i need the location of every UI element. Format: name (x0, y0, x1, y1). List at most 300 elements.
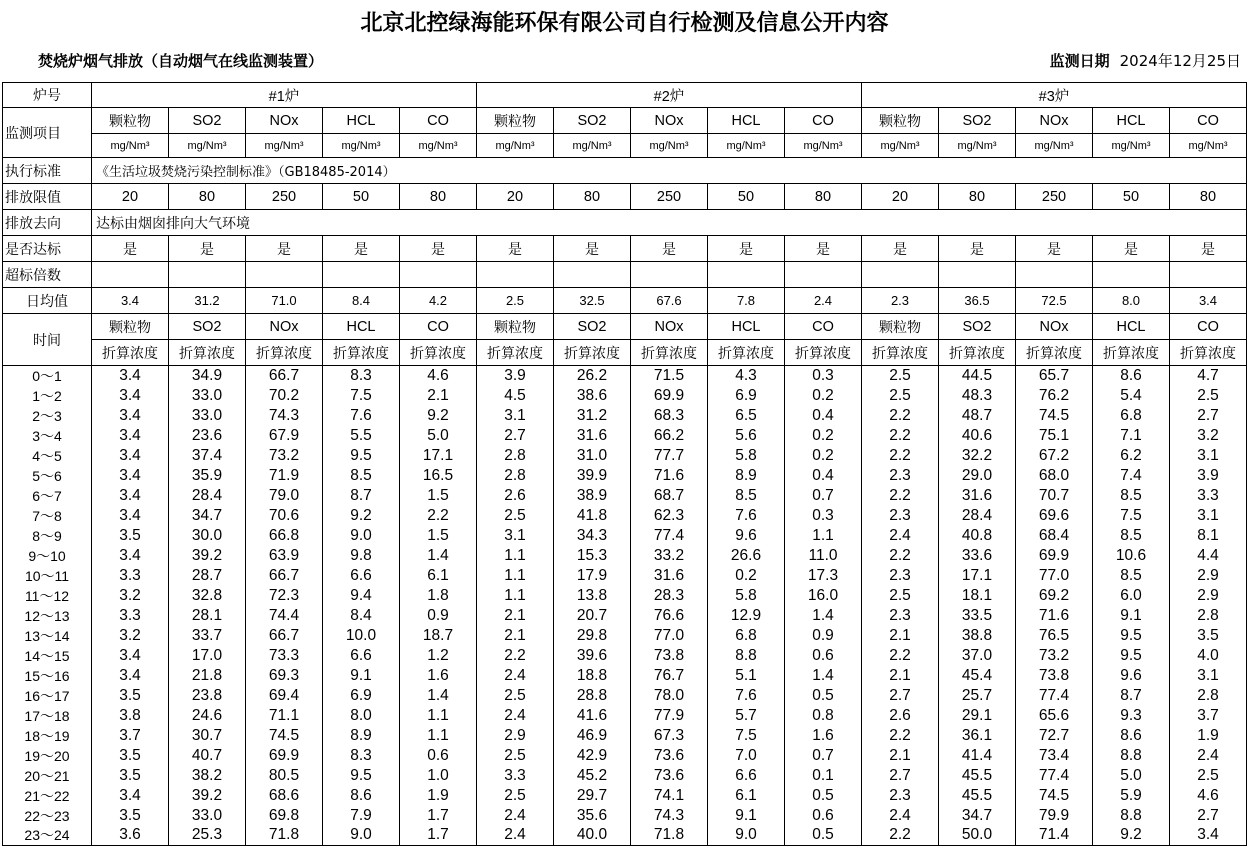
hourly-value: 3.3 (92, 606, 169, 626)
hourly-value: 28.4 (939, 506, 1016, 526)
hourly-value: 5.9 (1093, 786, 1170, 806)
hourly-value: 1.1 (477, 566, 554, 586)
hourly-value: 72.3 (246, 586, 323, 606)
hourly-value: 2.5 (1170, 766, 1247, 786)
hourly-value: 73.2 (246, 446, 323, 466)
pollutant-header: 颗粒物 (477, 314, 554, 340)
converted-label: 折算浓度 (246, 340, 323, 366)
hourly-value: 0.6 (785, 806, 862, 826)
exceed-value (1093, 262, 1170, 288)
hourly-value: 2.3 (862, 506, 939, 526)
hourly-value: 9.5 (323, 766, 400, 786)
hourly-value: 2.6 (862, 706, 939, 726)
hourly-value: 8.5 (1093, 526, 1170, 546)
limit-label: 排放限值 (3, 184, 92, 210)
hourly-value: 1.6 (785, 726, 862, 746)
hourly-value: 69.9 (246, 746, 323, 766)
compliant-value: 是 (862, 236, 939, 262)
hourly-value: 16.5 (400, 466, 477, 486)
table-row (3, 786, 1247, 806)
hourly-value: 4.7 (1170, 366, 1247, 386)
standard-label: 执行标准 (3, 158, 92, 184)
hourly-value: 0.4 (785, 466, 862, 486)
hourly-value: 72.7 (1016, 726, 1093, 746)
table-row (3, 686, 1247, 706)
daily-avg-value: 2.4 (785, 288, 862, 314)
pollutant-header: SO2 (939, 108, 1016, 134)
hourly-value: 8.6 (1093, 726, 1170, 746)
hourly-value: 71.8 (246, 826, 323, 846)
hourly-value: 3.5 (92, 806, 169, 826)
hourly-value: 28.8 (554, 686, 631, 706)
hour-label: 9～10 (3, 546, 92, 566)
hourly-value: 69.6 (1016, 506, 1093, 526)
hourly-value: 6.2 (1093, 446, 1170, 466)
table-row (3, 134, 1247, 158)
hourly-value: 3.4 (92, 666, 169, 686)
pollutant-header: SO2 (169, 108, 246, 134)
hourly-value: 79.0 (246, 486, 323, 506)
destination-value: 达标由烟囱排向大气环境 (92, 210, 1247, 236)
hourly-value: 42.9 (554, 746, 631, 766)
hourly-value: 8.9 (323, 726, 400, 746)
limit-value: 50 (1093, 184, 1170, 210)
hourly-value: 9.8 (323, 546, 400, 566)
hourly-value: 68.4 (1016, 526, 1093, 546)
limit-value: 20 (477, 184, 554, 210)
exceed-value (400, 262, 477, 288)
hourly-value: 71.5 (631, 366, 708, 386)
pollutant-header: HCL (323, 108, 400, 134)
hourly-value: 5.0 (1093, 766, 1170, 786)
hourly-value: 76.5 (1016, 626, 1093, 646)
limit-value: 80 (169, 184, 246, 210)
pollutant-header: HCL (323, 314, 400, 340)
pollutant-header: CO (785, 108, 862, 134)
hourly-value: 23.8 (169, 686, 246, 706)
limit-value: 80 (939, 184, 1016, 210)
table-row (3, 606, 1247, 626)
hourly-value: 39.2 (169, 546, 246, 566)
hourly-value: 37.0 (939, 646, 1016, 666)
hour-label: 23～24 (3, 826, 92, 846)
hourly-value: 1.8 (400, 586, 477, 606)
hourly-value: 30.7 (169, 726, 246, 746)
hourly-value: 9.1 (708, 806, 785, 826)
hourly-value: 70.7 (1016, 486, 1093, 506)
hourly-value: 5.5 (323, 426, 400, 446)
hourly-value: 8.3 (323, 746, 400, 766)
hourly-value: 6.8 (708, 626, 785, 646)
hourly-value: 34.9 (169, 366, 246, 386)
compliant-value: 是 (1016, 236, 1093, 262)
hourly-value: 63.9 (246, 546, 323, 566)
hourly-value: 66.7 (246, 626, 323, 646)
hour-label: 4～5 (3, 446, 92, 466)
hourly-value: 71.4 (1016, 826, 1093, 846)
hour-label: 13～14 (3, 626, 92, 646)
hourly-value: 1.0 (400, 766, 477, 786)
hourly-value: 8.5 (323, 466, 400, 486)
hourly-value: 31.6 (631, 566, 708, 586)
hourly-value: 9.2 (400, 406, 477, 426)
hourly-value: 4.5 (477, 386, 554, 406)
exceed-value (1170, 262, 1247, 288)
pollutant-header: SO2 (554, 108, 631, 134)
hourly-value: 40.7 (169, 746, 246, 766)
hourly-value: 2.5 (862, 386, 939, 406)
hourly-value: 2.9 (477, 726, 554, 746)
hourly-value: 5.0 (400, 426, 477, 446)
unit-cell: mg/Nm³ (939, 134, 1016, 158)
hourly-value: 31.6 (939, 486, 1016, 506)
exceed-value (323, 262, 400, 288)
hourly-value: 77.0 (631, 626, 708, 646)
hourly-value: 2.2 (862, 426, 939, 446)
hourly-value: 71.9 (246, 466, 323, 486)
table-row (3, 466, 1247, 486)
hourly-value: 3.5 (92, 526, 169, 546)
hourly-value: 7.9 (323, 806, 400, 826)
hourly-value: 1.5 (400, 526, 477, 546)
hourly-value: 3.4 (92, 406, 169, 426)
hourly-value: 71.6 (1016, 606, 1093, 626)
emission-data-table (2, 82, 1247, 846)
hourly-value: 0.9 (400, 606, 477, 626)
hourly-value: 0.2 (785, 426, 862, 446)
daily-avg-value: 32.5 (554, 288, 631, 314)
exceed-value (708, 262, 785, 288)
hourly-value: 68.7 (631, 486, 708, 506)
unit-cell: mg/Nm³ (169, 134, 246, 158)
hourly-value: 7.4 (1093, 466, 1170, 486)
pollutant-header: NOx (1016, 314, 1093, 340)
hourly-value: 3.8 (92, 706, 169, 726)
hourly-value: 77.4 (1016, 686, 1093, 706)
hourly-value: 1.1 (400, 726, 477, 746)
hourly-value: 6.6 (323, 646, 400, 666)
limit-value: 80 (785, 184, 862, 210)
hour-label: 17～18 (3, 706, 92, 726)
hourly-value: 1.2 (400, 646, 477, 666)
hourly-value: 28.3 (631, 586, 708, 606)
hourly-value: 41.6 (554, 706, 631, 726)
hourly-value: 9.6 (708, 526, 785, 546)
pollutant-header: HCL (1093, 108, 1170, 134)
hourly-value: 3.3 (92, 566, 169, 586)
hourly-value: 74.5 (1016, 406, 1093, 426)
hourly-value: 3.4 (92, 546, 169, 566)
hourly-value: 69.9 (1016, 546, 1093, 566)
hourly-value: 0.5 (785, 686, 862, 706)
hourly-value: 3.4 (92, 466, 169, 486)
hourly-value: 3.5 (92, 766, 169, 786)
exceed-label: 超标倍数 (3, 262, 92, 288)
hourly-value: 48.3 (939, 386, 1016, 406)
hourly-value: 8.5 (708, 486, 785, 506)
unit-cell: mg/Nm³ (400, 134, 477, 158)
pollutant-header: NOx (1016, 108, 1093, 134)
hourly-value: 6.8 (1093, 406, 1170, 426)
hourly-value: 3.4 (92, 786, 169, 806)
hourly-value: 7.6 (323, 406, 400, 426)
daily-avg-value: 2.3 (862, 288, 939, 314)
furnace-label: 炉号 (3, 83, 92, 108)
hourly-value: 29.7 (554, 786, 631, 806)
table-row (3, 666, 1247, 686)
hourly-value: 33.6 (939, 546, 1016, 566)
converted-label: 折算浓度 (477, 340, 554, 366)
hourly-value: 0.9 (785, 626, 862, 646)
hourly-value: 5.4 (1093, 386, 1170, 406)
hourly-value: 71.8 (631, 826, 708, 846)
limit-value: 50 (323, 184, 400, 210)
hourly-value: 17.1 (400, 446, 477, 466)
hourly-value: 75.1 (1016, 426, 1093, 446)
hourly-value: 32.8 (169, 586, 246, 606)
table-row (3, 826, 1247, 846)
hourly-value: 2.6 (477, 486, 554, 506)
hourly-value: 76.2 (1016, 386, 1093, 406)
limit-value: 80 (1170, 184, 1247, 210)
hourly-value: 3.1 (1170, 446, 1247, 466)
table-row (3, 646, 1247, 666)
converted-label: 折算浓度 (785, 340, 862, 366)
hourly-value: 9.4 (323, 586, 400, 606)
hourly-value: 77.7 (631, 446, 708, 466)
hourly-value: 45.2 (554, 766, 631, 786)
pollutant-header: SO2 (939, 314, 1016, 340)
daily-avg-value: 8.4 (323, 288, 400, 314)
hour-label: 21～22 (3, 786, 92, 806)
hourly-value: 1.5 (400, 486, 477, 506)
hourly-value: 1.9 (1170, 726, 1247, 746)
hourly-value: 17.3 (785, 566, 862, 586)
hourly-value: 2.2 (862, 826, 939, 846)
hourly-value: 35.6 (554, 806, 631, 826)
hourly-value: 66.7 (246, 366, 323, 386)
hourly-value: 9.0 (323, 526, 400, 546)
hourly-value: 16.0 (785, 586, 862, 606)
converted-label: 折算浓度 (1170, 340, 1247, 366)
hourly-value: 2.2 (862, 726, 939, 746)
hourly-value: 8.0 (323, 706, 400, 726)
table-row (3, 566, 1247, 586)
daily-avg-value: 67.6 (631, 288, 708, 314)
daily-avg-value: 4.2 (400, 288, 477, 314)
hourly-value: 44.5 (939, 366, 1016, 386)
hourly-value: 8.6 (323, 786, 400, 806)
hourly-value: 11.0 (785, 546, 862, 566)
limit-value: 250 (246, 184, 323, 210)
hourly-value: 3.5 (92, 686, 169, 706)
table-row (3, 586, 1247, 606)
hourly-value: 38.2 (169, 766, 246, 786)
hourly-value: 0.4 (785, 406, 862, 426)
hourly-value: 7.5 (1093, 506, 1170, 526)
table-row (3, 406, 1247, 426)
hourly-value: 9.0 (323, 826, 400, 846)
hourly-value: 26.6 (708, 546, 785, 566)
table-row (3, 108, 1247, 134)
hourly-value: 2.7 (477, 426, 554, 446)
hourly-value: 7.5 (708, 726, 785, 746)
hourly-value: 38.9 (554, 486, 631, 506)
hourly-value: 17.0 (169, 646, 246, 666)
hourly-value: 9.2 (323, 506, 400, 526)
hourly-value: 8.8 (708, 646, 785, 666)
hourly-value: 7.5 (323, 386, 400, 406)
exceed-value (862, 262, 939, 288)
hourly-value: 9.2 (1093, 826, 1170, 846)
hourly-value: 6.9 (323, 686, 400, 706)
hourly-value: 2.2 (862, 546, 939, 566)
hourly-value: 77.4 (1016, 766, 1093, 786)
hourly-value: 3.7 (1170, 706, 1247, 726)
hourly-value: 8.7 (323, 486, 400, 506)
hourly-value: 2.5 (862, 366, 939, 386)
hourly-value: 0.2 (785, 386, 862, 406)
hourly-value: 28.4 (169, 486, 246, 506)
hourly-value: 0.2 (708, 566, 785, 586)
hourly-value: 18.7 (400, 626, 477, 646)
converted-label: 折算浓度 (169, 340, 246, 366)
hourly-value: 8.7 (1093, 686, 1170, 706)
hourly-value: 2.4 (862, 526, 939, 546)
hourly-value: 25.3 (169, 826, 246, 846)
hourly-value: 77.0 (1016, 566, 1093, 586)
hourly-value: 38.6 (554, 386, 631, 406)
hourly-value: 1.1 (477, 546, 554, 566)
hourly-value: 10.6 (1093, 546, 1170, 566)
limit-value: 80 (400, 184, 477, 210)
daily-avg-value: 7.8 (708, 288, 785, 314)
table-row (3, 158, 1247, 184)
daily-avg-value: 2.5 (477, 288, 554, 314)
destination-label: 排放去向 (3, 210, 92, 236)
hourly-value: 8.5 (1093, 566, 1170, 586)
hourly-value: 6.0 (1093, 586, 1170, 606)
hourly-value: 5.6 (708, 426, 785, 446)
furnace-header: #3炉 (862, 83, 1247, 108)
hourly-value: 35.9 (169, 466, 246, 486)
exceed-value (92, 262, 169, 288)
table-row (3, 746, 1247, 766)
hourly-value: 6.6 (708, 766, 785, 786)
hourly-value: 23.6 (169, 426, 246, 446)
hour-label: 14～15 (3, 646, 92, 666)
daily-avg-value: 3.4 (92, 288, 169, 314)
table-row (3, 210, 1247, 236)
hourly-value: 74.5 (1016, 786, 1093, 806)
hourly-value: 38.8 (939, 626, 1016, 646)
hourly-value: 2.1 (862, 746, 939, 766)
hourly-value: 1.6 (400, 666, 477, 686)
hourly-value: 33.0 (169, 386, 246, 406)
hourly-value: 76.6 (631, 606, 708, 626)
hourly-value: 74.1 (631, 786, 708, 806)
table-row (3, 706, 1247, 726)
hourly-value: 1.4 (785, 606, 862, 626)
hourly-value: 73.6 (631, 766, 708, 786)
hourly-value: 2.9 (1170, 586, 1247, 606)
hourly-value: 3.3 (1170, 486, 1247, 506)
furnace-header: #1炉 (92, 83, 477, 108)
table-row (3, 366, 1247, 386)
hourly-value: 7.6 (708, 506, 785, 526)
hourly-value: 68.3 (631, 406, 708, 426)
hourly-value: 1.4 (785, 666, 862, 686)
hourly-value: 9.1 (323, 666, 400, 686)
exceed-value (169, 262, 246, 288)
converted-label: 折算浓度 (939, 340, 1016, 366)
hourly-value: 2.7 (1170, 806, 1247, 826)
hour-label: 1～2 (3, 386, 92, 406)
daily-avg-value: 71.0 (246, 288, 323, 314)
daily-avg-value: 3.4 (1170, 288, 1247, 314)
hourly-value: 70.6 (246, 506, 323, 526)
hourly-value: 0.1 (785, 766, 862, 786)
limit-value: 20 (862, 184, 939, 210)
hourly-value: 0.7 (785, 746, 862, 766)
hourly-value: 0.6 (785, 646, 862, 666)
hourly-value: 65.7 (1016, 366, 1093, 386)
hourly-value: 9.3 (1093, 706, 1170, 726)
hourly-value: 8.6 (1093, 366, 1170, 386)
converted-label: 折算浓度 (554, 340, 631, 366)
hourly-value: 29.1 (939, 706, 1016, 726)
daily-avg-value: 31.2 (169, 288, 246, 314)
hourly-value: 1.7 (400, 806, 477, 826)
hourly-value: 8.8 (1093, 806, 1170, 826)
hour-label: 7～8 (3, 506, 92, 526)
hourly-value: 5.8 (708, 586, 785, 606)
limit-value: 20 (92, 184, 169, 210)
hour-label: 10～11 (3, 566, 92, 586)
hour-label: 15～16 (3, 666, 92, 686)
hourly-value: 69.3 (246, 666, 323, 686)
hourly-value: 17.9 (554, 566, 631, 586)
converted-label: 折算浓度 (862, 340, 939, 366)
hourly-value: 2.4 (1170, 746, 1247, 766)
hourly-value: 3.5 (92, 746, 169, 766)
exceed-value (477, 262, 554, 288)
hourly-value: 18.8 (554, 666, 631, 686)
unit-cell: mg/Nm³ (1093, 134, 1170, 158)
hourly-value: 33.0 (169, 406, 246, 426)
hourly-value: 17.1 (939, 566, 1016, 586)
hourly-value: 5.8 (708, 446, 785, 466)
compliant-value: 是 (323, 236, 400, 262)
pollutant-header: CO (1170, 314, 1247, 340)
unit-cell: mg/Nm³ (1016, 134, 1093, 158)
hourly-value: 71.1 (246, 706, 323, 726)
table-row (3, 506, 1247, 526)
hourly-value: 46.9 (554, 726, 631, 746)
standard-value: 《生活垃圾焚烧污染控制标准》（GB18485-2014） (92, 158, 1247, 184)
hourly-value: 7.0 (708, 746, 785, 766)
hourly-value: 71.6 (631, 466, 708, 486)
pollutant-header: SO2 (169, 314, 246, 340)
compliant-value: 是 (1093, 236, 1170, 262)
hourly-value: 3.4 (92, 426, 169, 446)
hourly-value: 2.3 (862, 606, 939, 626)
hourly-value: 8.4 (323, 606, 400, 626)
hourly-value: 8.5 (1093, 486, 1170, 506)
hourly-value: 26.2 (554, 366, 631, 386)
hourly-value: 66.8 (246, 526, 323, 546)
hourly-value: 76.7 (631, 666, 708, 686)
